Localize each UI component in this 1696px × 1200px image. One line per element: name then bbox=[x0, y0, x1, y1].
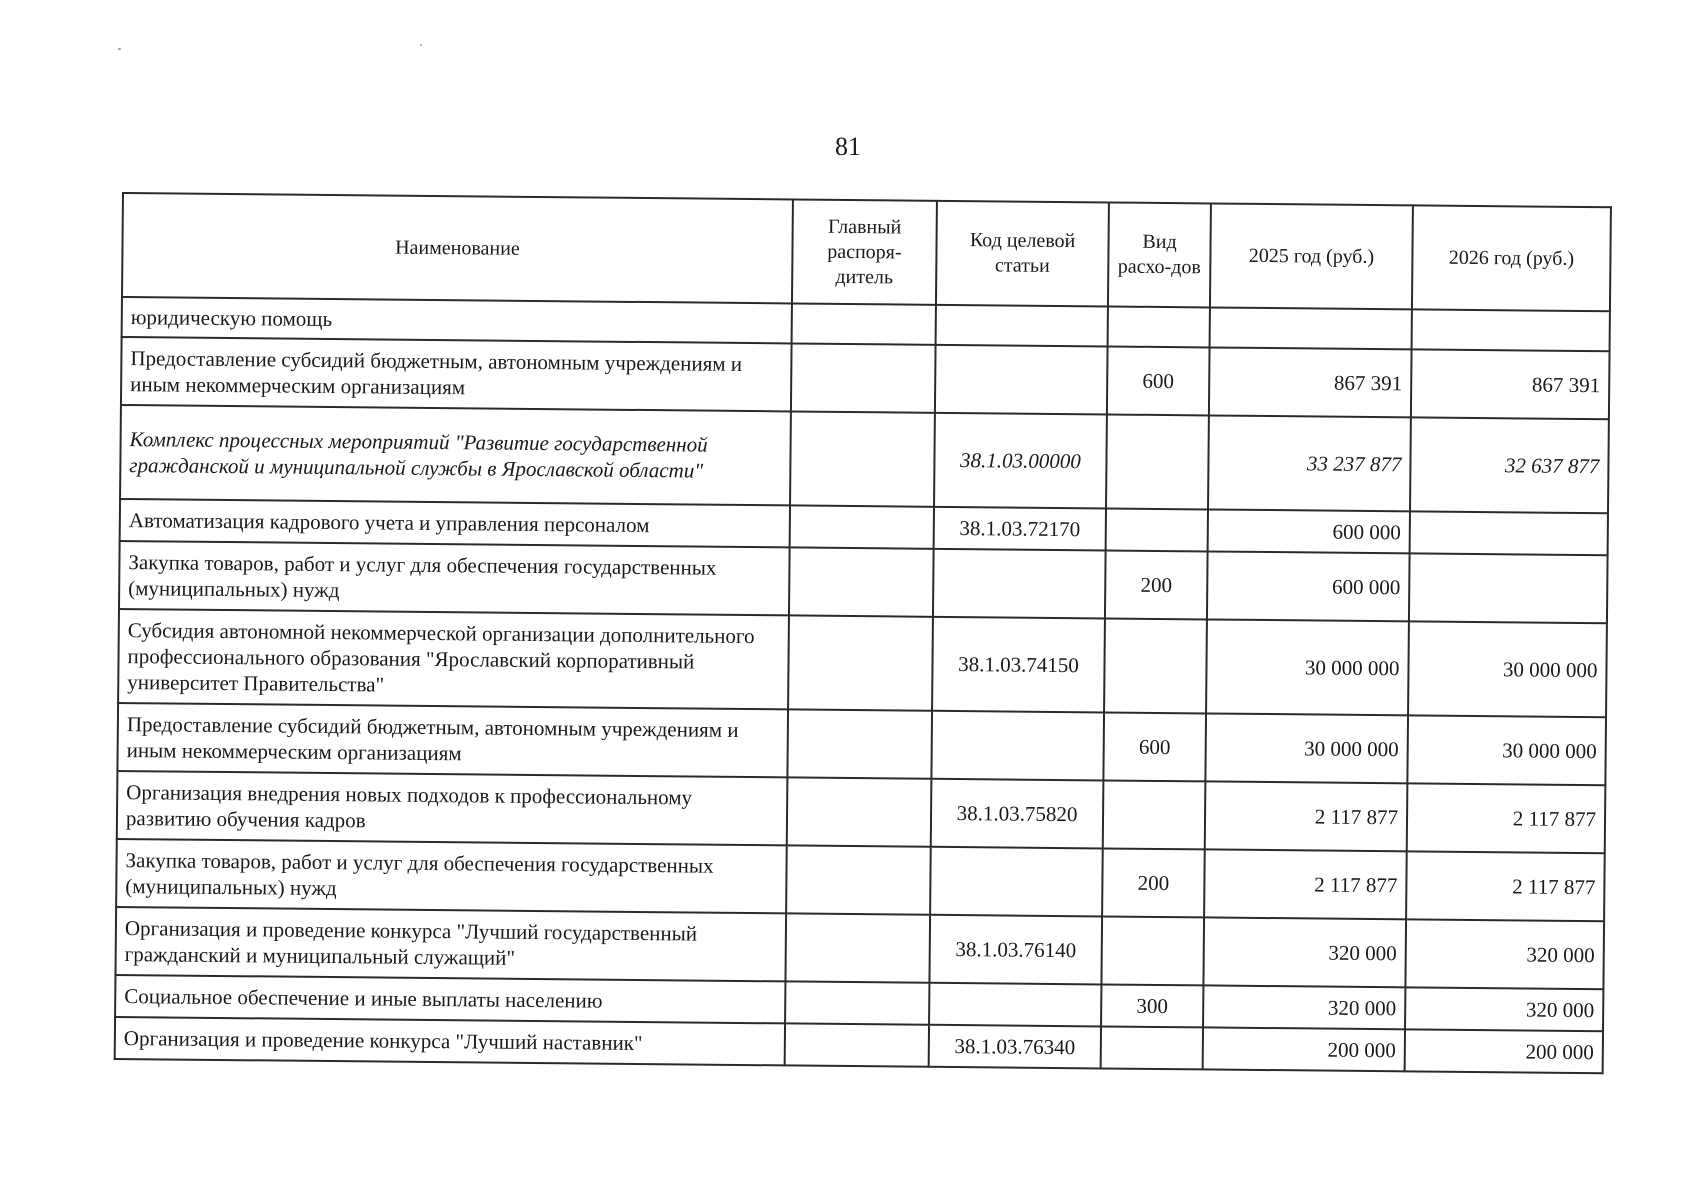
row-code bbox=[931, 711, 1104, 781]
row-2025: 30 000 000 bbox=[1205, 713, 1408, 783]
header-2025: 2025 год (руб.) bbox=[1210, 203, 1413, 309]
header-manager: Главный распоря-дитель bbox=[792, 199, 937, 304]
row-code: 38.1.03.74150 bbox=[932, 617, 1105, 713]
row-manager bbox=[791, 343, 936, 412]
row-code: 38.1.03.76140 bbox=[929, 915, 1102, 985]
row-name: Организация и проведение конкурса "Лучший государственный гражданский и муниципальный служащий" bbox=[115, 907, 786, 981]
row-2026: 30 000 000 bbox=[1408, 621, 1607, 717]
row-2025: 30 000 000 bbox=[1206, 619, 1409, 715]
row-2026: 2 117 877 bbox=[1406, 851, 1605, 921]
row-manager bbox=[790, 411, 935, 506]
table-header-row bbox=[122, 193, 1611, 311]
row-2026 bbox=[1409, 553, 1608, 623]
row-manager bbox=[785, 1023, 929, 1066]
row-manager bbox=[787, 777, 932, 846]
row-name: Комплекс процессных мероприятий "Развитие государственной гражданской и муниципальной службы в Ярославской области" bbox=[120, 405, 791, 505]
row-manager bbox=[785, 913, 930, 982]
budget-table bbox=[114, 192, 1612, 1074]
header-code: Код целевой статьи bbox=[936, 201, 1109, 307]
row-code bbox=[929, 983, 1101, 1027]
header-name: Наименование bbox=[122, 193, 793, 303]
row-code: 38.1.03.72170 bbox=[934, 507, 1106, 551]
row-expense-type bbox=[1106, 508, 1208, 551]
table-row bbox=[118, 609, 1607, 717]
scan-speck bbox=[420, 44, 422, 46]
row-expense-type: 600 bbox=[1107, 346, 1210, 415]
row-manager bbox=[789, 547, 934, 616]
row-name: Социальное обеспечение и иные выплаты населению bbox=[115, 975, 785, 1023]
row-code: 38.1.03.76340 bbox=[929, 1025, 1101, 1069]
row-expense-type: 200 bbox=[1102, 848, 1205, 917]
row-2025: 2 117 877 bbox=[1205, 781, 1408, 851]
row-2026: 200 000 bbox=[1405, 1029, 1603, 1073]
row-2025: 320 000 bbox=[1203, 985, 1405, 1029]
row-code bbox=[933, 549, 1106, 619]
row-name: Предоставление субсидий бюджетным, автономным учреждениям и иным некоммерческим организациям bbox=[121, 337, 792, 411]
row-2026: 32 637 877 bbox=[1410, 417, 1609, 513]
row-name: Предоставление субсидий бюджетным, автономным учреждениям и иным некоммерческим организациям bbox=[117, 703, 788, 777]
row-name: Организация внедрения новых подходов к профессиональному развитию обучения кадров bbox=[117, 771, 788, 845]
row-2025: 200 000 bbox=[1203, 1027, 1405, 1071]
row-2025 bbox=[1210, 307, 1412, 349]
table-row bbox=[120, 405, 1609, 513]
scan-speck bbox=[118, 48, 121, 50]
row-code bbox=[936, 305, 1108, 347]
row-manager bbox=[786, 845, 931, 914]
row-expense-type: 200 bbox=[1105, 550, 1208, 619]
row-name: Закупка товаров, работ и услуг для обеспечения государственных (муниципальных) нужд bbox=[116, 839, 787, 913]
page-number: 81 bbox=[835, 132, 861, 161]
row-expense-type: 300 bbox=[1101, 984, 1203, 1027]
row-2026: 2 117 877 bbox=[1407, 783, 1606, 853]
header-expense-type: Вид расхо-дов bbox=[1108, 202, 1211, 307]
row-2026 bbox=[1410, 511, 1608, 555]
row-name: юридическую помощь bbox=[122, 297, 792, 343]
row-manager bbox=[785, 981, 929, 1024]
row-name: Закупка товаров, работ и услуг для обеспечения государственных (муниципальных) нужд bbox=[119, 541, 790, 615]
row-expense-type: 600 bbox=[1103, 712, 1206, 781]
row-expense-type bbox=[1106, 414, 1209, 509]
row-expense-type bbox=[1101, 916, 1204, 985]
row-expense-type bbox=[1101, 1026, 1203, 1069]
row-2026: 30 000 000 bbox=[1407, 715, 1606, 785]
row-code bbox=[930, 847, 1103, 917]
row-expense-type bbox=[1103, 780, 1206, 849]
row-2025: 867 391 bbox=[1209, 347, 1412, 417]
row-2025: 600 000 bbox=[1207, 551, 1410, 621]
row-manager bbox=[787, 709, 932, 778]
row-code: 38.1.03.00000 bbox=[934, 413, 1107, 509]
row-code: 38.1.03.75820 bbox=[931, 779, 1104, 849]
row-2026: 320 000 bbox=[1405, 919, 1604, 989]
row-name: Автоматизация кадрового учета и управления персоналом bbox=[120, 499, 790, 547]
budget-table-sheet bbox=[114, 192, 1610, 1074]
row-name: Организация и проведение конкурса "Лучший наставник" bbox=[115, 1017, 785, 1065]
row-2026: 320 000 bbox=[1405, 987, 1603, 1031]
row-code bbox=[935, 345, 1108, 415]
row-2025: 33 237 877 bbox=[1208, 415, 1411, 511]
row-2026: 867 391 bbox=[1411, 349, 1610, 419]
header-2026: 2026 год (руб.) bbox=[1412, 205, 1611, 311]
row-2025: 2 117 877 bbox=[1204, 849, 1407, 919]
row-manager bbox=[788, 615, 933, 710]
row-name: Субсидия автономной некоммерческой организации дополнительного профессионального образования "Ярославский корпоративный университет Правительства" bbox=[118, 609, 789, 709]
row-2025: 320 000 bbox=[1203, 917, 1406, 987]
row-expense-type bbox=[1108, 306, 1210, 347]
row-2026 bbox=[1412, 309, 1610, 351]
row-expense-type bbox=[1104, 618, 1207, 713]
row-manager bbox=[790, 505, 934, 548]
row-2025: 600 000 bbox=[1208, 509, 1410, 553]
row-manager bbox=[792, 303, 936, 344]
